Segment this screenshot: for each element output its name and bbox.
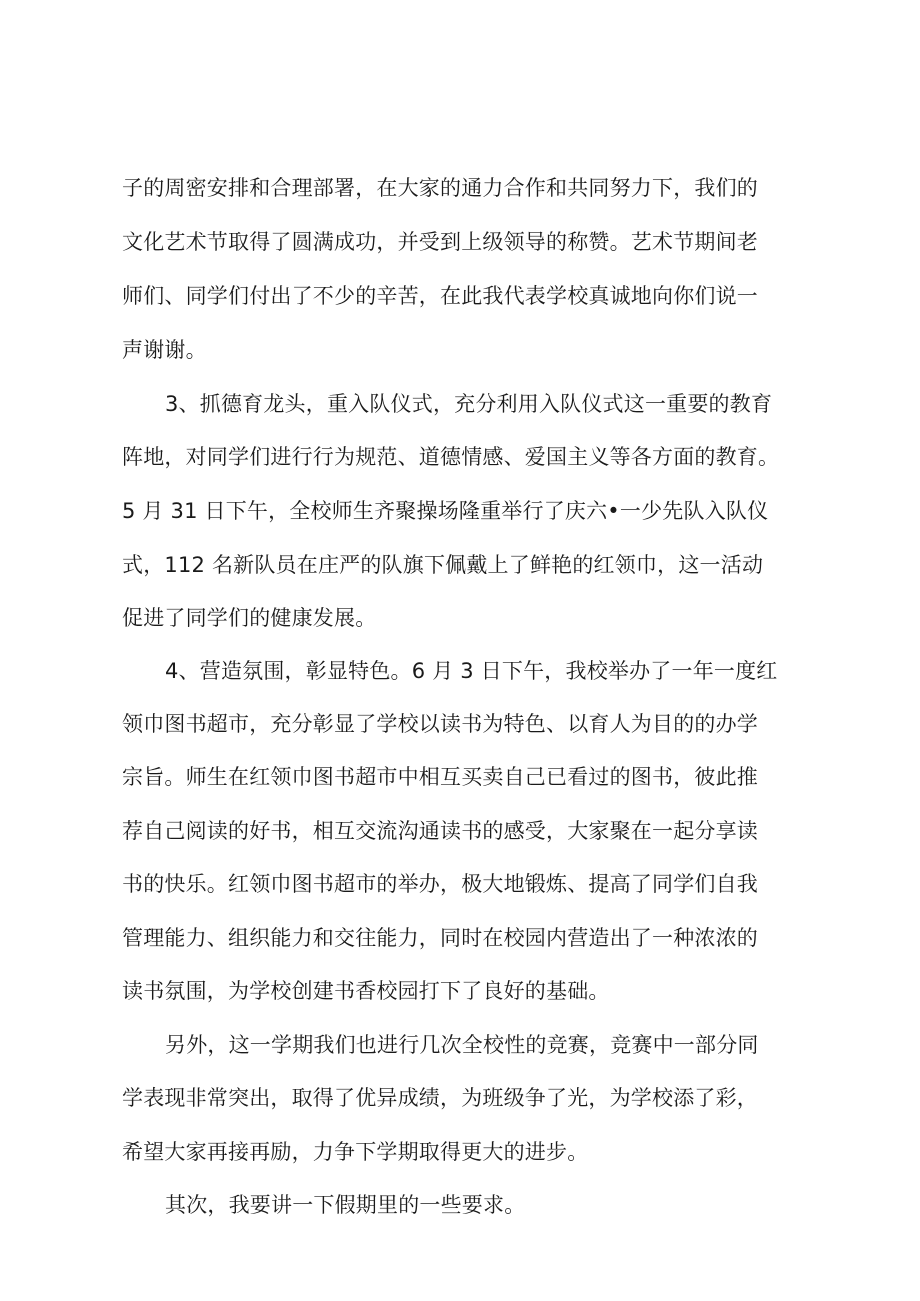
text-line: 读书氛围，为学校创建书香校园打下了良好的基础。	[122, 979, 610, 1003]
text-line: 其次，我要讲一下假期里的一些要求。	[165, 1193, 526, 1217]
text-line: 学表现非常突出，取得了优异成绩，为班级争了光，为学校添了彩，	[122, 1086, 758, 1110]
text-line: 3、抓德育龙头，重入队仪式，充分利用入队仪式这一重要的教育	[165, 392, 773, 416]
text-line: 5 月 31 日下午，全校师生齐聚操场隆重举行了庆六•一少先队入队仪	[122, 499, 769, 523]
text-line: 促进了同学们的健康发展。	[122, 606, 377, 630]
text-line: 4、营造氛围，彰显特色。6 月 3 日下午，我校举办了一年一度红	[165, 659, 778, 683]
text-line: 管理能力、组织能力和交往能力，同时在校园内营造出了一种浓浓的	[122, 926, 758, 950]
text-line: 宗旨。师生在红领巾图书超市中相互买卖自己已看过的图书，彼此推	[122, 765, 758, 789]
text-line: 荐自己阅读的好书，相互交流沟通读书的感受，大家聚在一起分享读	[122, 819, 758, 843]
text-line: 阵地，对同学们进行行为规范、道德情感、爱国主义等各方面的教育。	[122, 445, 780, 469]
text-line: 领巾图书超市，充分彰显了学校以读书为特色、以育人为目的的办学	[122, 712, 758, 736]
text-line: 声谢谢。	[122, 338, 207, 362]
text-line: 另外，这一学期我们也进行几次全校性的竞赛，竞赛中一部分同	[165, 1033, 759, 1057]
text-line: 书的快乐。红领巾图书超市的举办，极大地锻炼、提高了同学们自我	[122, 872, 758, 896]
text-line: 文化艺术节取得了圆满成功，并受到上级领导的称赞。艺术节期间老	[122, 230, 758, 254]
text-line: 希望大家再接再励，力争下学期取得更大的进步。	[122, 1140, 589, 1164]
text-line: 子的周密安排和合理部署，在大家的通力合作和共同努力下，我们的	[122, 176, 758, 200]
text-line: 式，112 名新队员在庄严的队旗下佩戴上了鲜艳的红领巾，这一活动	[122, 553, 764, 577]
text-line: 师们、同学们付出了不少的辛苦，在此我代表学校真诚地向你们说一	[122, 284, 758, 308]
